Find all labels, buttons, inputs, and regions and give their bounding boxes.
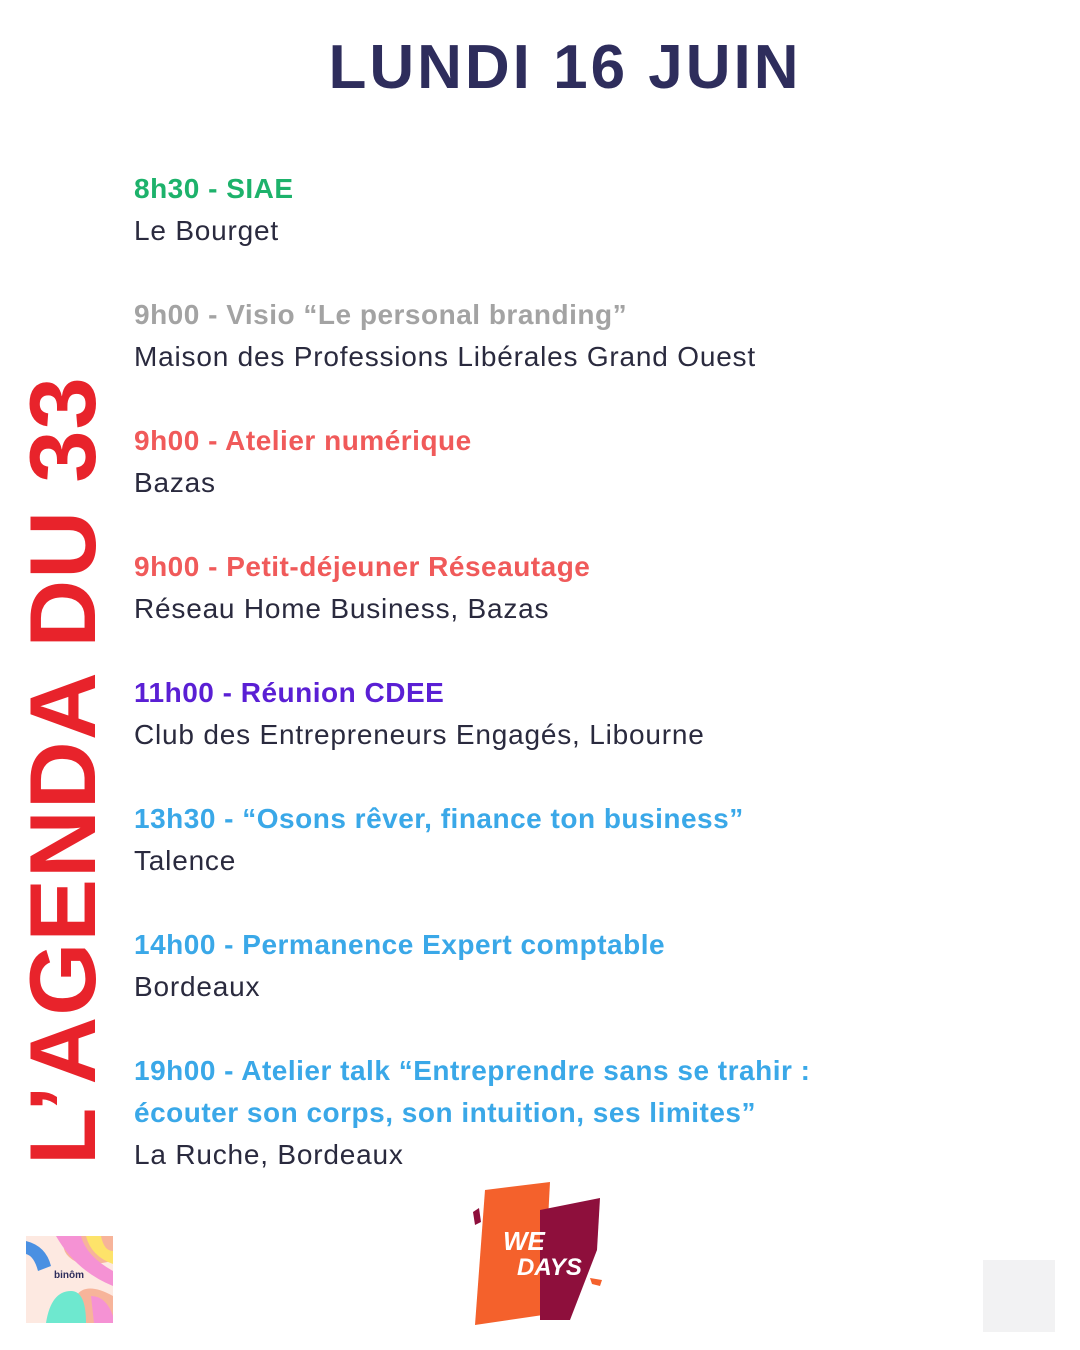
event-title: 9h00 - Visio “Le personal branding” <box>134 299 628 330</box>
event-location: Club des Entrepreneurs Engagés, Libourne <box>134 719 705 750</box>
side-title: L’AGENDA DU 33 <box>10 376 115 1165</box>
event-list <box>134 168 1064 1176</box>
event-title-cont: écouter son corps, son intuition, ses limites” <box>134 1097 757 1128</box>
event-title: 11h00 - Réunion CDEE <box>134 677 445 708</box>
event-location: Bordeaux <box>134 971 261 1002</box>
event-location: Réseau Home Business, Bazas <box>134 593 550 624</box>
event-item <box>134 1050 1064 1176</box>
event-item <box>134 420 1064 504</box>
event-title: 19h00 - Atelier talk “Entreprendre sans se trahir : <box>134 1055 811 1086</box>
event-location: Bazas <box>134 467 216 498</box>
wedays-logo <box>465 1180 610 1325</box>
event-location: La Ruche, Bordeaux <box>134 1139 404 1170</box>
event-title: 14h00 - Permanence Expert comptable <box>134 929 666 960</box>
event-item <box>134 672 1064 756</box>
event-title: 8h30 - SIAE <box>134 173 294 204</box>
binom-logo <box>26 1236 113 1323</box>
event-item <box>134 798 1064 882</box>
page-title: LUNDI 16 JUIN <box>328 33 802 102</box>
event-item <box>134 168 1064 252</box>
event-item <box>134 924 1064 1008</box>
event-location: Le Bourget <box>134 215 279 246</box>
wedays-days: DAYS <box>517 1254 582 1281</box>
event-title: 9h00 - Atelier numérique <box>134 425 472 456</box>
event-item <box>134 546 1064 630</box>
event-item <box>134 294 1064 378</box>
event-location: Talence <box>134 845 237 876</box>
wedays-we: WE <box>503 1226 545 1256</box>
event-title: 9h00 - Petit-déjeuner Réseautage <box>134 551 591 582</box>
faded-logo <box>983 1260 1055 1332</box>
event-location: Maison des Professions Libérales Grand Ouest <box>134 341 756 372</box>
event-title: 13h30 - “Osons rêver, finance ton business” <box>134 803 744 834</box>
binom-logo-text: binôm <box>54 1270 84 1281</box>
